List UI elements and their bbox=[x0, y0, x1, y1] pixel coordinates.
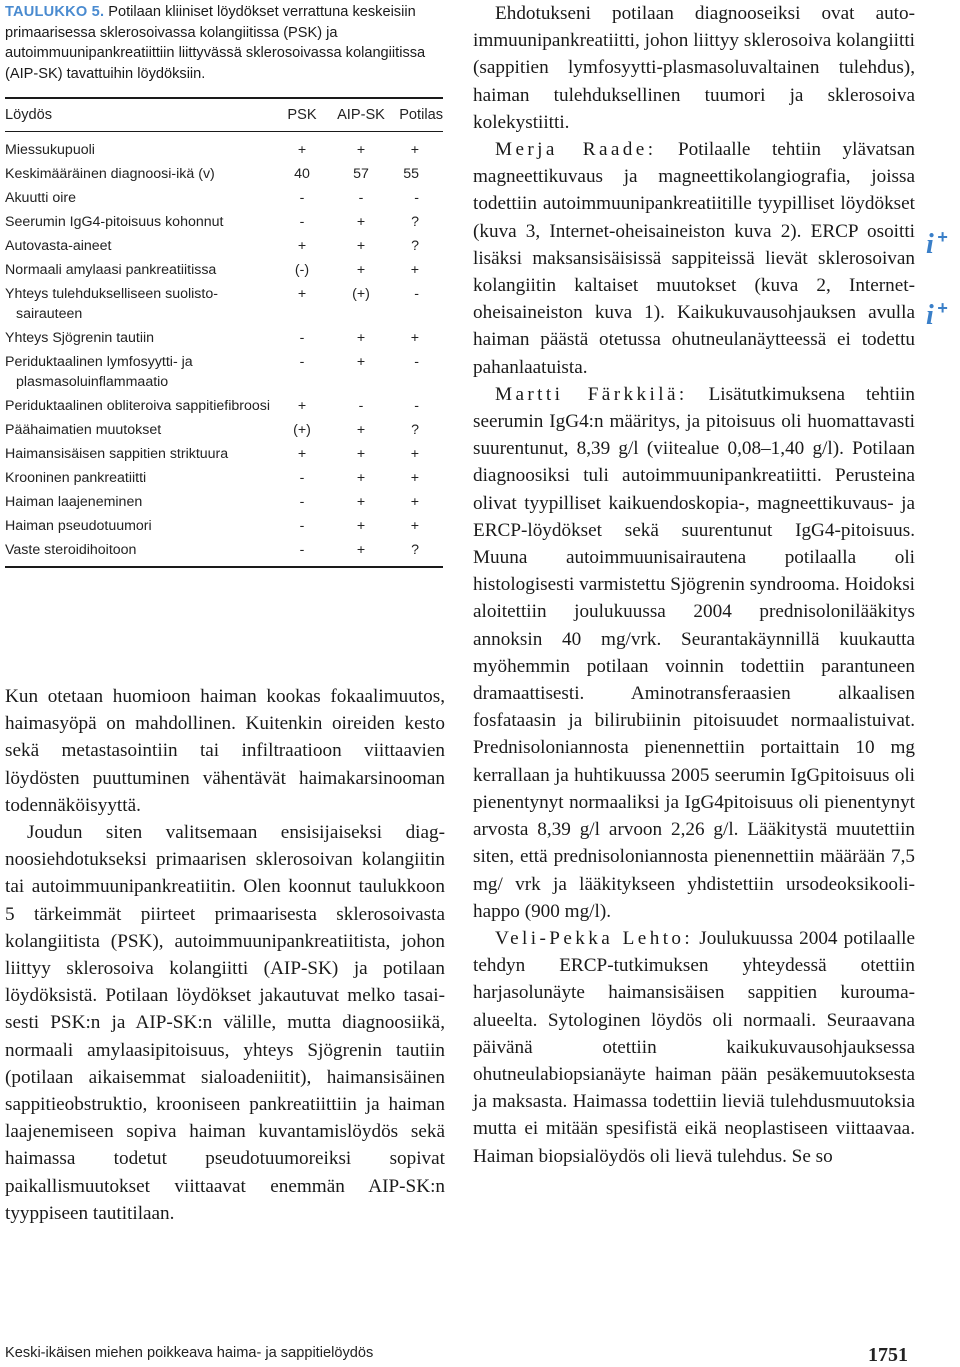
cell-patient: 55 bbox=[403, 166, 419, 182]
row-label-text: Periduktaalinen obliteroiva sappitiefibroosi bbox=[5, 398, 270, 414]
table-body bbox=[5, 132, 443, 568]
row-label bbox=[5, 210, 276, 234]
cell-aipsk: + bbox=[356, 494, 366, 510]
cell-psk: 40 bbox=[294, 166, 310, 182]
cell-patient: + bbox=[410, 470, 419, 486]
row-label-text: Normaali amylaasi pankreatiitissa bbox=[5, 262, 217, 278]
cell-patient: - bbox=[414, 354, 419, 370]
right-text-column bbox=[473, 0, 915, 1170]
cell-patient: ? bbox=[411, 422, 419, 438]
cell-psk: (+) bbox=[293, 422, 311, 438]
cell-aipsk: + bbox=[356, 262, 366, 278]
cell-psk: - bbox=[299, 330, 305, 346]
row-label-text: Keskimääräinen diagnoosi-ikä (v) bbox=[5, 166, 215, 182]
cell-aipsk: + bbox=[356, 446, 366, 462]
cell-aipsk: + bbox=[356, 238, 366, 254]
paragraph: Ehdotukseni potilaan diagnooseiksi ovat autoimmuunipankreatiitti, johon liittyy sklerosoiva kolangiitti (sappitien lymfosyytti-plasmasoluvaltainen tulehdus), haiman tulehduksellinen tuumori ja sklerosoiva kolekystiitti. bbox=[473, 3, 915, 133]
row-label bbox=[5, 442, 276, 466]
row-label-text: Yhteys Sjögrenin tautiin bbox=[5, 330, 155, 346]
row-label bbox=[5, 162, 276, 186]
table-row bbox=[5, 418, 443, 442]
row-label bbox=[5, 490, 276, 514]
table-row bbox=[5, 282, 443, 326]
cell-aipsk: (+) bbox=[352, 286, 370, 302]
row-label-text: Autovasta-aineet bbox=[5, 238, 112, 254]
svg-text:i: i bbox=[926, 300, 934, 329]
cell-aipsk: + bbox=[356, 330, 366, 346]
running-title: Keski-ikäisen miehen poikkeava haima- ja sappitielöydös bbox=[5, 1345, 374, 1361]
row-label bbox=[5, 186, 276, 210]
header-aipsk: AIP-SK bbox=[328, 98, 394, 132]
cell-psk: (-) bbox=[294, 262, 310, 278]
paragraph: Kun otetaan huomioon haiman kookas fokaalimuutos, haimasyöpä on mahdollinen. Kuitenkin oireiden kesto sekä metastasointiin tai infiltraatioon viittaavien löydösten puuttuminen vähentävät haimakarsinooman todennäköisyyttä. bbox=[5, 686, 445, 816]
table-row bbox=[5, 394, 443, 418]
cell-patient: - bbox=[414, 398, 419, 414]
table-row bbox=[5, 258, 443, 282]
cell-psk: - bbox=[299, 470, 305, 486]
cell-psk: - bbox=[299, 494, 305, 510]
header-psk: PSK bbox=[276, 98, 328, 132]
table-row bbox=[5, 162, 443, 186]
row-label bbox=[5, 282, 276, 326]
internet-supplement-icon[interactable] bbox=[922, 297, 954, 329]
row-label-text: Miessukupuoli bbox=[5, 142, 95, 158]
cell-patient: + bbox=[410, 330, 419, 346]
cell-aipsk: + bbox=[356, 214, 366, 230]
table-row bbox=[5, 210, 443, 234]
paragraph-text: Joulukuussa 2004 potilaalle tehdyn ERCP-tutkimuksen yhteydessä otettiin harjasolunäyte haimansisäisen sappitien kurouma-alueelta. Sytologinen löydös oli normaali. Seuraavana päivänä otettiin kaikukuvausohjauksessa ohutneulabiopsianäyte haiman pään pesäkemuutoksesta ja maksasta. Haimassa todettiin lieviä tulehdusmuutoksia mutta ei mitään spesifistä eikä neoplastiseen viittaavaa. Haiman biopsialöydös oli lievä tulehdus. Se so bbox=[473, 927, 916, 1167]
cell-patient: - bbox=[414, 286, 419, 302]
table-row bbox=[5, 234, 443, 258]
row-label bbox=[5, 418, 276, 442]
header-finding: Löydös bbox=[5, 98, 276, 132]
page-number: 1751 bbox=[868, 1344, 908, 1366]
paragraph bbox=[473, 381, 915, 925]
findings-table bbox=[5, 97, 443, 568]
cell-aipsk: - bbox=[358, 398, 364, 414]
row-label-text: Vaste steroidihoitoon bbox=[5, 542, 137, 558]
table-caption-text: Potilaan kliiniset löydökset verrattuna keskeisiin primaarisessa sklerosoivassa kolangiitissa (PSK) ja autoimmuunipankreatiittiin liittyvässä sklerosoivassa kolangiitissa (AIP-SK) tavattuihin löydöksiin. bbox=[5, 4, 426, 82]
table-row bbox=[5, 466, 443, 490]
cell-patient: ? bbox=[411, 214, 419, 230]
cell-aipsk: - bbox=[358, 190, 364, 206]
table-row bbox=[5, 442, 443, 466]
table-row bbox=[5, 514, 443, 538]
cell-aipsk: + bbox=[356, 142, 366, 158]
row-label-text: Seerumin IgG4-pitoisuus kohonnut bbox=[5, 214, 224, 230]
left-text-column bbox=[5, 683, 445, 1227]
table-label: TAULUKKO 5. bbox=[5, 4, 105, 20]
table-caption bbox=[5, 2, 450, 84]
row-label-text: Akuutti oire bbox=[5, 190, 76, 206]
table-row bbox=[5, 186, 443, 210]
cell-patient: - bbox=[414, 190, 419, 206]
header-patient: Potilas bbox=[394, 98, 443, 132]
row-label bbox=[5, 132, 276, 163]
row-label bbox=[5, 234, 276, 258]
author-name: Martti Färkkilä: bbox=[495, 383, 688, 405]
row-label bbox=[5, 258, 276, 282]
table-row bbox=[5, 132, 443, 163]
cell-psk: + bbox=[297, 398, 307, 414]
cell-patient: + bbox=[410, 262, 419, 278]
table-row bbox=[5, 490, 443, 514]
cell-aipsk: 57 bbox=[353, 166, 369, 182]
row-label bbox=[5, 350, 276, 394]
internet-supplement-icon bbox=[922, 226, 954, 258]
svg-text:+: + bbox=[937, 298, 948, 318]
author-name: Veli-Pekka Lehto: bbox=[495, 927, 694, 949]
row-label bbox=[5, 326, 276, 350]
cell-patient: ? bbox=[411, 238, 419, 254]
row-label-text: Krooninen pankreatiitti bbox=[5, 470, 147, 486]
cell-psk: - bbox=[299, 190, 305, 206]
row-label bbox=[5, 538, 276, 567]
cell-psk: - bbox=[276, 538, 328, 567]
row-label-text: Haiman laajeneminen bbox=[5, 494, 143, 510]
cell-psk: + bbox=[297, 446, 307, 462]
cell-aipsk: + bbox=[356, 422, 366, 438]
cell-patient: + bbox=[410, 142, 419, 158]
cell-psk: + bbox=[297, 238, 307, 254]
row-label bbox=[5, 466, 276, 490]
cell-psk: + bbox=[297, 142, 307, 158]
table-row bbox=[5, 538, 443, 567]
author-name: Merja Raade: bbox=[495, 139, 657, 161]
internet-supplement-icon bbox=[922, 297, 954, 329]
row-label-text: Haiman pseudotuumori bbox=[5, 518, 152, 534]
cell-aipsk: + bbox=[356, 354, 366, 370]
cell-patient: + bbox=[410, 446, 419, 462]
cell-psk: - bbox=[299, 518, 305, 534]
table-row bbox=[5, 350, 443, 394]
cell-aipsk: + bbox=[328, 538, 394, 567]
row-label bbox=[5, 394, 276, 418]
cell-patient: + bbox=[410, 494, 419, 510]
cell-patient: ? bbox=[394, 538, 443, 567]
row-label-text: Yhteys tulehdukselliseen suolistosairauteen bbox=[5, 286, 218, 322]
row-label-text: Periduktaalinen lymfosyytti- ja plasmasoluinflammaatio bbox=[5, 354, 193, 390]
cell-psk: - bbox=[299, 354, 305, 370]
table-row bbox=[5, 326, 443, 350]
cell-aipsk: + bbox=[356, 518, 366, 534]
cell-patient: + bbox=[410, 518, 419, 534]
paragraph: Joudun siten valitsemaan ensisijaiseksi diagnoosiehdotukseksi primaarisen sklerosoivan kolangiitin tai autoimmuunipankreatiitin. Olen koonnut taulukkoon 5 tärkeimmät piirteet primaarisesta sklerosoivasta kolangiitista (PSK), autoimmuunipankreatiitista, johon liittyy sklerosoiva kolangiitti (AIP-SK) ja potilaan löydöksistä. Potilaan löydökset jakautuvat melko tasaisesti PSK:n ja AIP-SK:n välille, mutta diagnoosiikä, normaali amylaasipitoisuus, yhteys Sjögrenin tautiin (potilaan aikaisemmat sialoadeniitit), haimansisäinen sappitieobstruktio, krooniseen pankreatiittiin ja haiman laajenemiseen sopiva haiman kuvantamislöydös sekä haimassa todetut pseudotuumoreiksi sopivat paikallismuutokset viittaavat enemmän AIP-SK:n tyyppiseen tautitilaan. bbox=[5, 822, 445, 1224]
cell-psk: - bbox=[299, 214, 305, 230]
svg-text:i: i bbox=[926, 229, 934, 258]
paragraph bbox=[473, 925, 915, 1170]
row-label bbox=[5, 514, 276, 538]
row-label-text: Päähaimatien muutokset bbox=[5, 422, 162, 438]
table-header-row bbox=[5, 98, 443, 132]
internet-supplement-icon[interactable] bbox=[922, 226, 954, 258]
row-label-text: Haimansisäisen sappitien striktuura bbox=[5, 446, 229, 462]
paragraph-text: Potilaalle tehtiin ylävatsan magneettikuvaus ja magneettikolangiografia, joissa todettiin autoimmuunipankreatiitille tyypilliset löydökset (kuva 3, Internet-oheisaineiston kuva 2). ERCP osoitti lisäksi maksansisäisissä sappiteissä lievät sklerosoivan kolangiitin kaltaiset muutokset (kuva 2, Internet-oheisaineiston kuva 1). Kaikukuvausohjauksen avulla haiman päästä otetussa ohutneulanäytteessä ei todettu pahanlaatuista. bbox=[473, 139, 915, 378]
cell-aipsk: + bbox=[356, 470, 366, 486]
svg-text:+: + bbox=[937, 227, 948, 247]
paragraph bbox=[473, 136, 915, 381]
cell-psk: + bbox=[297, 286, 307, 302]
paragraph-text: Lisätutkimuksena tehtiin seerumin IgG4:n määritys, ja pitoisuus oli huomattavasti suurentunut, 8,39 g/l (viitealue 0,08–1,40 g/l). Potilaan diagnoosiksi tuli autoimmuunipankreatiitti. Perusteina olivat tyypilliset kaikuendoskopia-, magneettikuvaus- ja ERCP-löydökset sekä suurentunut IgG4-pitoisuus. Muuna autoimmuunisairautena potilaalla oli histologisesti varmistettu Sjögrenin syndrooma. Hoidoksi aloitettiin joulukuussa 2004 prednisolonilääkitys annoksin 40 mg/vrk. Seurantakäynnillä kuukautta myöhemmin potilaan voinnin todettiin parantuneen dramaattisesti. Aminotransferaasien alkaalisen fosfataasin ja bilirubiinin pitoisuudet normaalistuivat. Prednisoloniannosta pienennettiin portaittain 10 mg kerrallaan ja huhtikuussa 2005 seerumin IgGpitoisuus oli pienentynyt normaaliksi ja IgG4pitoisuus oli pienentynyt arvosta 8,39 g/l arvoon 2,26 g/l. Lääkitystä muutettiin siten, että prednisoloniannosta pienennettiin määrään 7,5 mg/ vrk ja lääkitykseen yhdistettiin ursodeoksikoolihappo (900 mg/l). bbox=[473, 383, 915, 922]
